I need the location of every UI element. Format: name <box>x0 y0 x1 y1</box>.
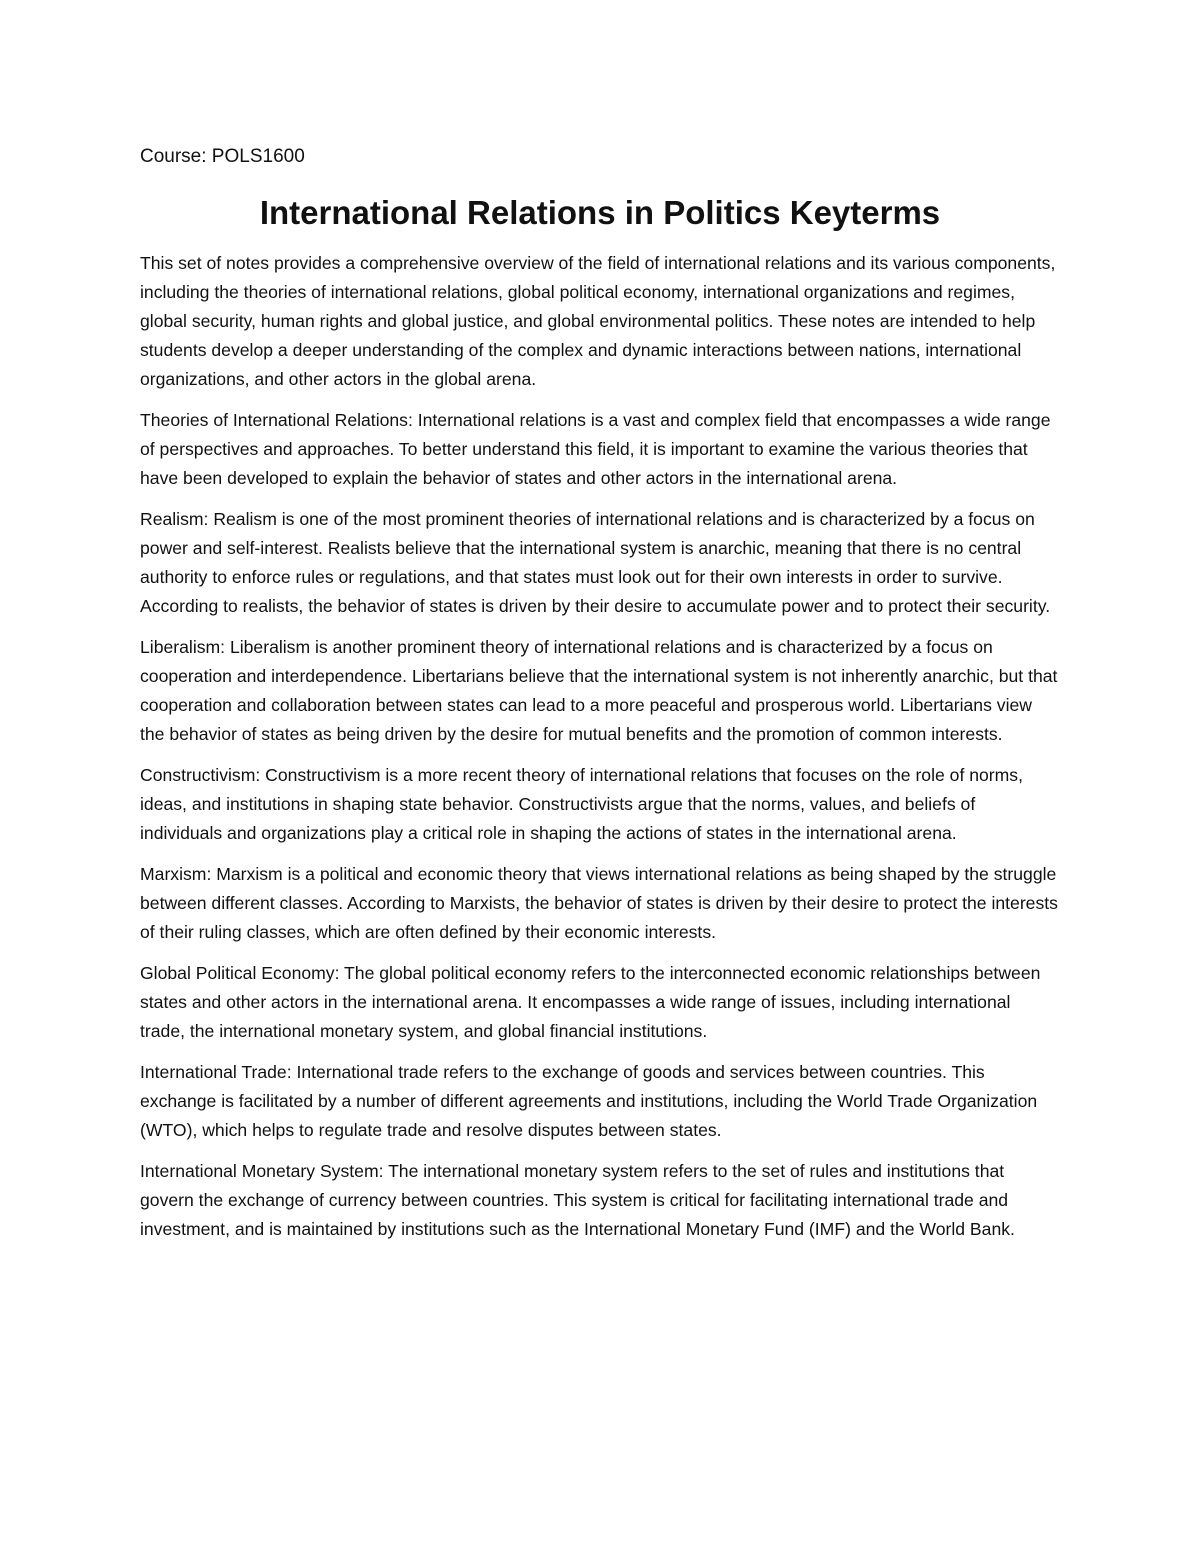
paragraph-international-monetary-system: International Monetary System: The international monetary system refers to the set of rules and institutions that govern the exchange of currency between countries. This system is critical for facilitating international trade and investment, and is maintained by institutions such as the International Monetary Fund (IMF) and the World Bank. <box>140 1161 1015 1239</box>
document-title: International Relations in Politics Keyterms <box>259 194 941 231</box>
paragraph-international-trade: International Trade: International trade refers to the exchange of goods and services between countries. This exchange is facilitated by a number of different agreements and institutions, including the World Trade Organization (WTO), which helps to regulate trade and resolve disputes between states. <box>140 1062 1038 1140</box>
paragraph-liberalism: Liberalism: Liberalism is another prominent theory of international relations and is characterized by a focus on cooperation and interdependence. Libertarians believe that the international system is not inherently anarchic, but that cooperation and collaboration between states can lead to a more peaceful and prosperous world. Libertarians view the behavior of states as being driven by the desire for mutual benefits and the promotion of common interests. <box>140 637 1058 744</box>
paragraph-theories: Theories of International Relations: International relations is a vast and complex field that encompasses a wide range of perspectives and approaches. To better understand this field, it is important to examine the various theories that have been developed to explain the behavior of states and other actors in the international arena. <box>140 410 1051 488</box>
course-label: Course: POLS1600 <box>140 146 305 167</box>
paragraph-constructivism: Constructivism: Constructivism is a more recent theory of international relations that focuses on the role of norms, ideas, and institutions in shaping state behavior. Constructivists argue that the norms, values, and beliefs of individuals and organizations play a critical role in shaping the actions of states in the international arena. <box>140 765 1023 843</box>
paragraph-marxism: Marxism: Marxism is a political and economic theory that views international relations as being shaped by the struggle between different classes. According to Marxists, the behavior of states is driven by their desire to protect the interests of their ruling classes, which are often defined by their economic interests. <box>140 864 1058 942</box>
paragraph-intro: This set of notes provides a comprehensive overview of the field of international relations and its various components, including the theories of international relations, global political economy, international organizations and regimes, global security, human rights and global justice, and global environmental politics. These notes are intended to help students develop a deeper understanding of the complex and dynamic interactions between nations, international organizations, and other actors in the global arena. <box>140 253 1056 389</box>
paragraph-realism: Realism: Realism is one of the most prominent theories of international relations and is characterized by a focus on power and self-interest. Realists believe that the international system is anarchic, meaning that there is no central authority to enforce rules or regulations, and that states must look out for their own interests in order to survive. According to realists, the behavior of states is driven by their desire to accumulate power and to protect their security. <box>140 509 1051 616</box>
paragraph-global-political-economy: Global Political Economy: The global political economy refers to the interconnected economic relationships between states and other actors in the international arena. It encompasses a wide range of issues, including international trade, the international monetary system, and global financial institutions. <box>140 963 1041 1041</box>
